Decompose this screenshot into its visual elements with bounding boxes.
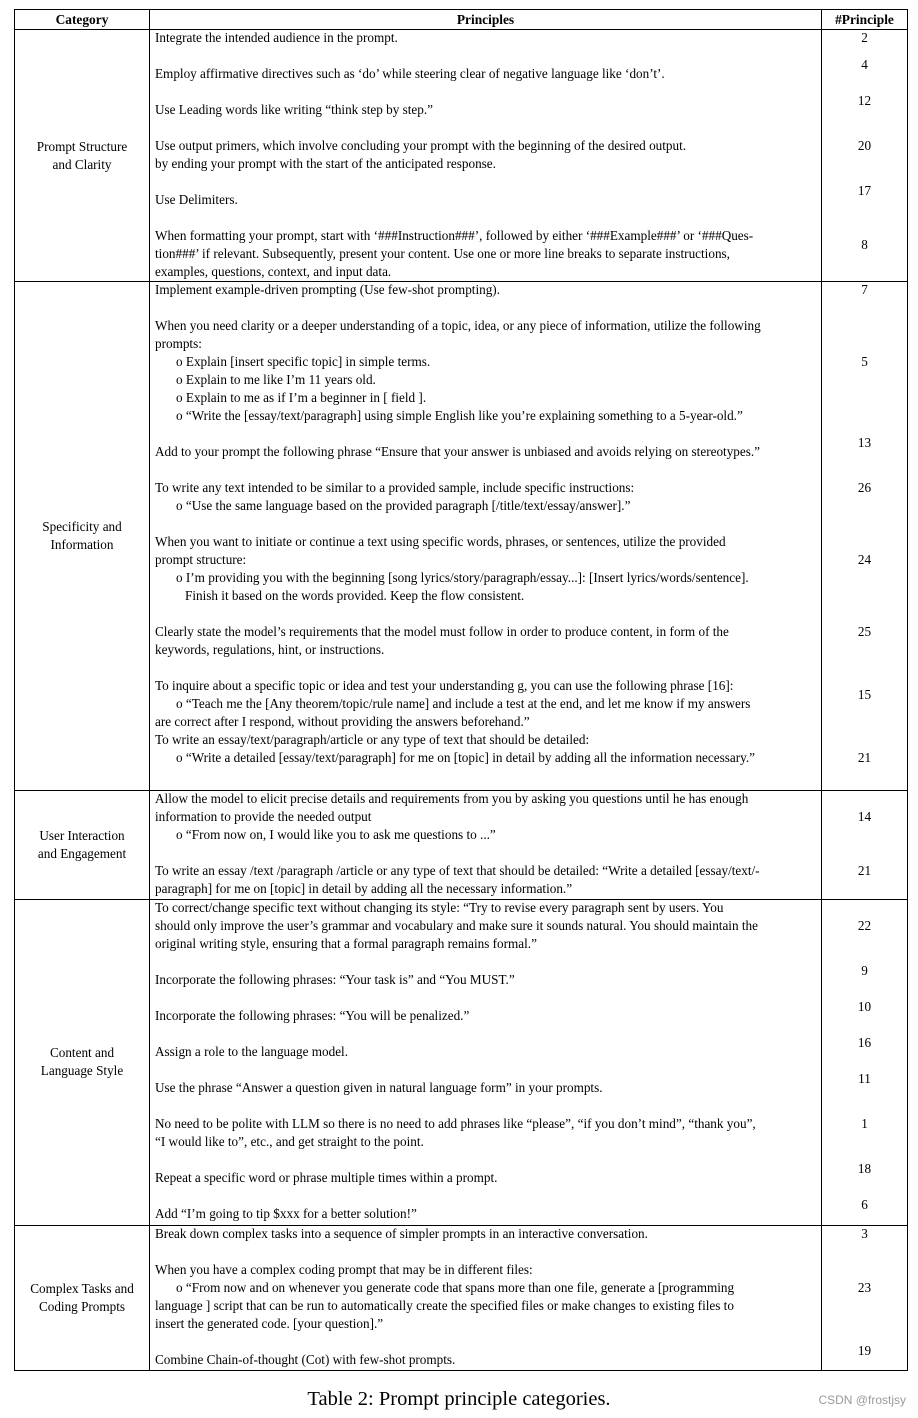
principle-number: 24	[857, 552, 872, 568]
principle-item	[155, 790, 819, 844]
category-label-line1: Content and	[49, 1045, 115, 1061]
principle-item	[155, 191, 819, 209]
principle-item	[155, 1079, 819, 1097]
principle-line: paragraph] for me on [topic] in detail by adding all the necessary information.”	[155, 880, 573, 896]
principle-number: 19	[857, 1342, 872, 1358]
category-label-line1: Complex Tasks and	[30, 1280, 134, 1296]
principles-cell	[150, 282, 822, 790]
number-cell	[822, 30, 908, 282]
category-row	[15, 282, 908, 790]
category-cell	[15, 899, 150, 1225]
principle-item	[155, 1225, 819, 1243]
principle-line: To write an essay/text/paragraph/article or any type of text that should be detailed:	[155, 732, 590, 748]
principle-number: 3	[861, 1225, 868, 1241]
principle-item	[155, 1169, 819, 1187]
principle-line: original writing style, ensuring that a formal paragraph remains formal.”	[155, 935, 537, 951]
principle-item	[155, 862, 819, 898]
category-label-line2: and Clarity	[52, 156, 112, 172]
principle-number: 8	[861, 237, 868, 252]
principle-item	[155, 227, 819, 281]
principle-line: When you have a complex coding prompt that may be in different files:	[155, 1261, 533, 1277]
principle-line: by ending your prompt with the start of the anticipated response.	[155, 156, 496, 171]
category-cell	[15, 282, 150, 790]
number-cell	[822, 790, 908, 899]
principle-item	[155, 677, 819, 731]
table-caption: Table 2: Prompt principle categories.	[307, 1388, 611, 1410]
category-row	[15, 30, 908, 282]
principle-item	[155, 1261, 819, 1333]
principle-line: language ] script that can be run to automatically create the specified files or make changes to existing files to	[155, 1297, 734, 1313]
principle-number: 14	[857, 808, 872, 824]
principle-number: 21	[857, 862, 872, 878]
principle-number: 7	[861, 282, 868, 298]
principle-line: Use Delimiters.	[155, 192, 238, 207]
principle-line: Use the phrase “Answer a question given in natural language form” in your prompts.	[155, 1079, 603, 1095]
principle-item	[155, 1043, 819, 1061]
category-label-line2: Language Style	[40, 1063, 124, 1079]
principles-cell	[150, 30, 822, 282]
principle-line: o I’m providing you with the beginning [song lyrics/story/paragraph/essay...]: [Insert lyrics/words/sentence].	[176, 570, 749, 586]
principle-number: 16	[857, 1034, 872, 1050]
principle-number: 18	[857, 1160, 872, 1176]
principle-number: 1	[861, 1115, 868, 1131]
principle-line: keywords, regulations, hint, or instructions.	[155, 642, 385, 658]
principle-item	[155, 1205, 819, 1223]
category-label-line1: User Interaction	[39, 827, 125, 843]
category-label-line2: Information	[50, 536, 114, 552]
principle-line: o Explain to me like I’m 11 years old.	[176, 372, 376, 388]
number-cell	[822, 1225, 908, 1370]
principle-line: Combine Chain-of-thought (Cot) with few-shot prompts.	[155, 1351, 456, 1367]
principle-line: To correct/change specific text without changing its style: “Try to revise every paragraph sent by users. You	[155, 899, 724, 915]
category-cell	[15, 1225, 150, 1370]
principle-line: When you need clarity or a deeper understanding of a topic, idea, or any piece of information, utilize the following	[155, 318, 761, 334]
principle-line: prompt structure:	[155, 552, 247, 568]
principle-line: Clearly state the model’s requirements that the model must follow in order to produce content, in form of the	[155, 624, 729, 640]
principle-item	[155, 623, 819, 659]
principles-table	[14, 9, 908, 1371]
principle-line: should only improve the user’s grammar and vocabulary and make sure it sounds natural. You should maintain the	[155, 917, 758, 933]
principle-line: insert the generated code. [your question].”	[155, 1315, 384, 1331]
principle-item	[155, 731, 819, 767]
principle-item	[155, 1351, 819, 1369]
principle-number: 6	[861, 1196, 868, 1212]
principle-line: To write an essay /text /paragraph /article or any type of text that should be detailed: “Write a detailed [essay/text/-	[155, 862, 760, 878]
principle-number: 2	[861, 30, 868, 45]
principle-line: o “Teach me the [Any theorem/topic/rule name] and include a test at the end, and let me know if my answers	[176, 696, 751, 712]
principle-line: Add to your prompt the following phrase “Ensure that your answer is unbiased and avoids relying on stereotypes.”	[155, 444, 761, 460]
principle-item	[155, 899, 819, 953]
principle-number: 13	[857, 435, 872, 451]
watermark: CSDN @frostjsy	[818, 1393, 906, 1407]
principle-item	[155, 137, 819, 173]
header-number: #Principle	[822, 10, 908, 30]
principle-line: To write any text intended to be similar to a provided sample, include specific instructions:	[155, 480, 635, 496]
principle-line: o Explain to me as if I’m a beginner in [ field ].	[176, 390, 427, 406]
header-row	[15, 10, 908, 30]
category-row	[15, 1225, 908, 1370]
principle-line: When you want to initiate or continue a text using specific words, phrases, or sentences, utilize the provided	[155, 534, 726, 550]
principle-line: o “From now on, I would like you to ask me questions to ...”	[176, 826, 496, 842]
principle-line: o “From now and on whenever you generate code that spans more than one file, generate a [programming	[176, 1279, 735, 1295]
principle-line: No need to be polite with LLM so there is no need to add phrases like “please”, “if you don’t mind”, “thank you”,	[155, 1115, 756, 1131]
principle-line: Implement example-driven prompting (Use few-shot prompting).	[155, 282, 500, 298]
principle-line: Use output primers, which involve concluding your prompt with the beginning of the desired output.	[155, 138, 687, 153]
principle-item	[155, 479, 819, 515]
principle-number: 22	[857, 917, 872, 933]
principle-line: Break down complex tasks into a sequence of simpler prompts in an interactive conversation.	[155, 1225, 648, 1241]
principle-line: “I would like to”, etc., and get straight to the point.	[155, 1133, 424, 1149]
principle-item	[155, 317, 819, 425]
principle-item	[155, 101, 819, 119]
principle-line: Repeat a specific word or phrase multiple times within a prompt.	[155, 1169, 498, 1185]
principle-line: Employ affirmative directives such as ‘do’ while steering clear of negative language like ‘don’t’.	[155, 66, 665, 81]
number-cell	[822, 282, 908, 790]
principle-number: 9	[861, 962, 868, 978]
principle-number: 23	[857, 1279, 872, 1295]
principle-line: Assign a role to the language model.	[155, 1043, 349, 1059]
principle-item	[155, 533, 819, 605]
principle-item	[155, 1007, 819, 1025]
principle-line: information to provide the needed output	[155, 808, 372, 824]
category-cell	[15, 790, 150, 899]
principle-item	[155, 29, 819, 47]
principle-line: o Explain [insert specific topic] in simple terms.	[176, 354, 431, 370]
category-cell	[15, 30, 150, 282]
principle-number: 10	[857, 998, 872, 1014]
category-label-line1: Prompt Structure	[36, 138, 128, 154]
principle-line: Add “I’m going to tip $xxx for a better solution!”	[155, 1205, 417, 1221]
number-cell	[822, 899, 908, 1225]
principle-line: prompts:	[155, 336, 202, 352]
principle-line: o “Write a detailed [essay/text/paragraph] for me on [topic] in detail by adding all the information necessary.”	[176, 750, 756, 766]
category-label-line2: and Engagement	[37, 845, 127, 861]
principle-line: Finish it based on the words provided. Keep the flow consistent.	[185, 588, 525, 604]
principle-number: 25	[857, 624, 872, 640]
category-label-line2: Coding Prompts	[38, 1298, 126, 1314]
principle-line: When formatting your prompt, start with ‘###Instruction###’, followed by either ‘###Example###’ or ‘###Ques-	[155, 228, 754, 243]
category-row	[15, 899, 908, 1225]
principle-item	[155, 443, 819, 461]
principle-item	[155, 281, 819, 299]
header-category: Category	[15, 10, 150, 30]
principle-line: tion###’ if relevant. Subsequently, present your content. Use one or more line breaks to separate instructions,	[155, 246, 730, 261]
principles-cell	[150, 899, 822, 1225]
principle-number: 26	[857, 480, 872, 496]
principle-number: 21	[857, 750, 872, 766]
principle-line: Integrate the intended audience in the prompt.	[155, 30, 398, 45]
principles-cell	[150, 1225, 822, 1370]
principle-line: Incorporate the following phrases: “You will be penalized.”	[155, 1007, 470, 1023]
principle-number: 15	[857, 687, 872, 703]
principle-line: o “Write the [essay/text/paragraph] using simple English like you’re explaining something to a 5-year-old.”	[176, 408, 743, 424]
principle-line: To inquire about a specific topic or idea and test your understanding g, you can use the following phrase [16]:	[155, 678, 734, 694]
category-row	[15, 790, 908, 899]
principle-number: 12	[857, 93, 872, 108]
principles-cell	[150, 790, 822, 899]
principle-number: 20	[857, 138, 872, 153]
principle-number: 4	[861, 57, 868, 72]
principle-line: Use Leading words like writing “think step by step.”	[155, 102, 433, 117]
principle-line: Incorporate the following phrases: “Your task is” and “You MUST.”	[155, 971, 515, 987]
principle-line: o “Use the same language based on the provided paragraph [/title/text/essay/answer].”	[176, 498, 631, 514]
header-principles: Principles	[150, 10, 822, 30]
principle-line: are correct after I respond, without providing the answers beforehand.”	[155, 714, 530, 730]
principle-item	[155, 65, 819, 83]
principle-item	[155, 1115, 819, 1151]
principle-number: 11	[858, 1070, 871, 1086]
principle-line: Allow the model to elicit precise details and requirements from you by asking you questions until he has enough	[155, 790, 749, 806]
principle-item	[155, 971, 819, 989]
principle-number: 17	[857, 183, 872, 198]
principle-line: examples, questions, context, and input data.	[155, 264, 392, 279]
category-label-line1: Specificity and	[42, 518, 122, 534]
principle-number: 5	[861, 354, 868, 370]
